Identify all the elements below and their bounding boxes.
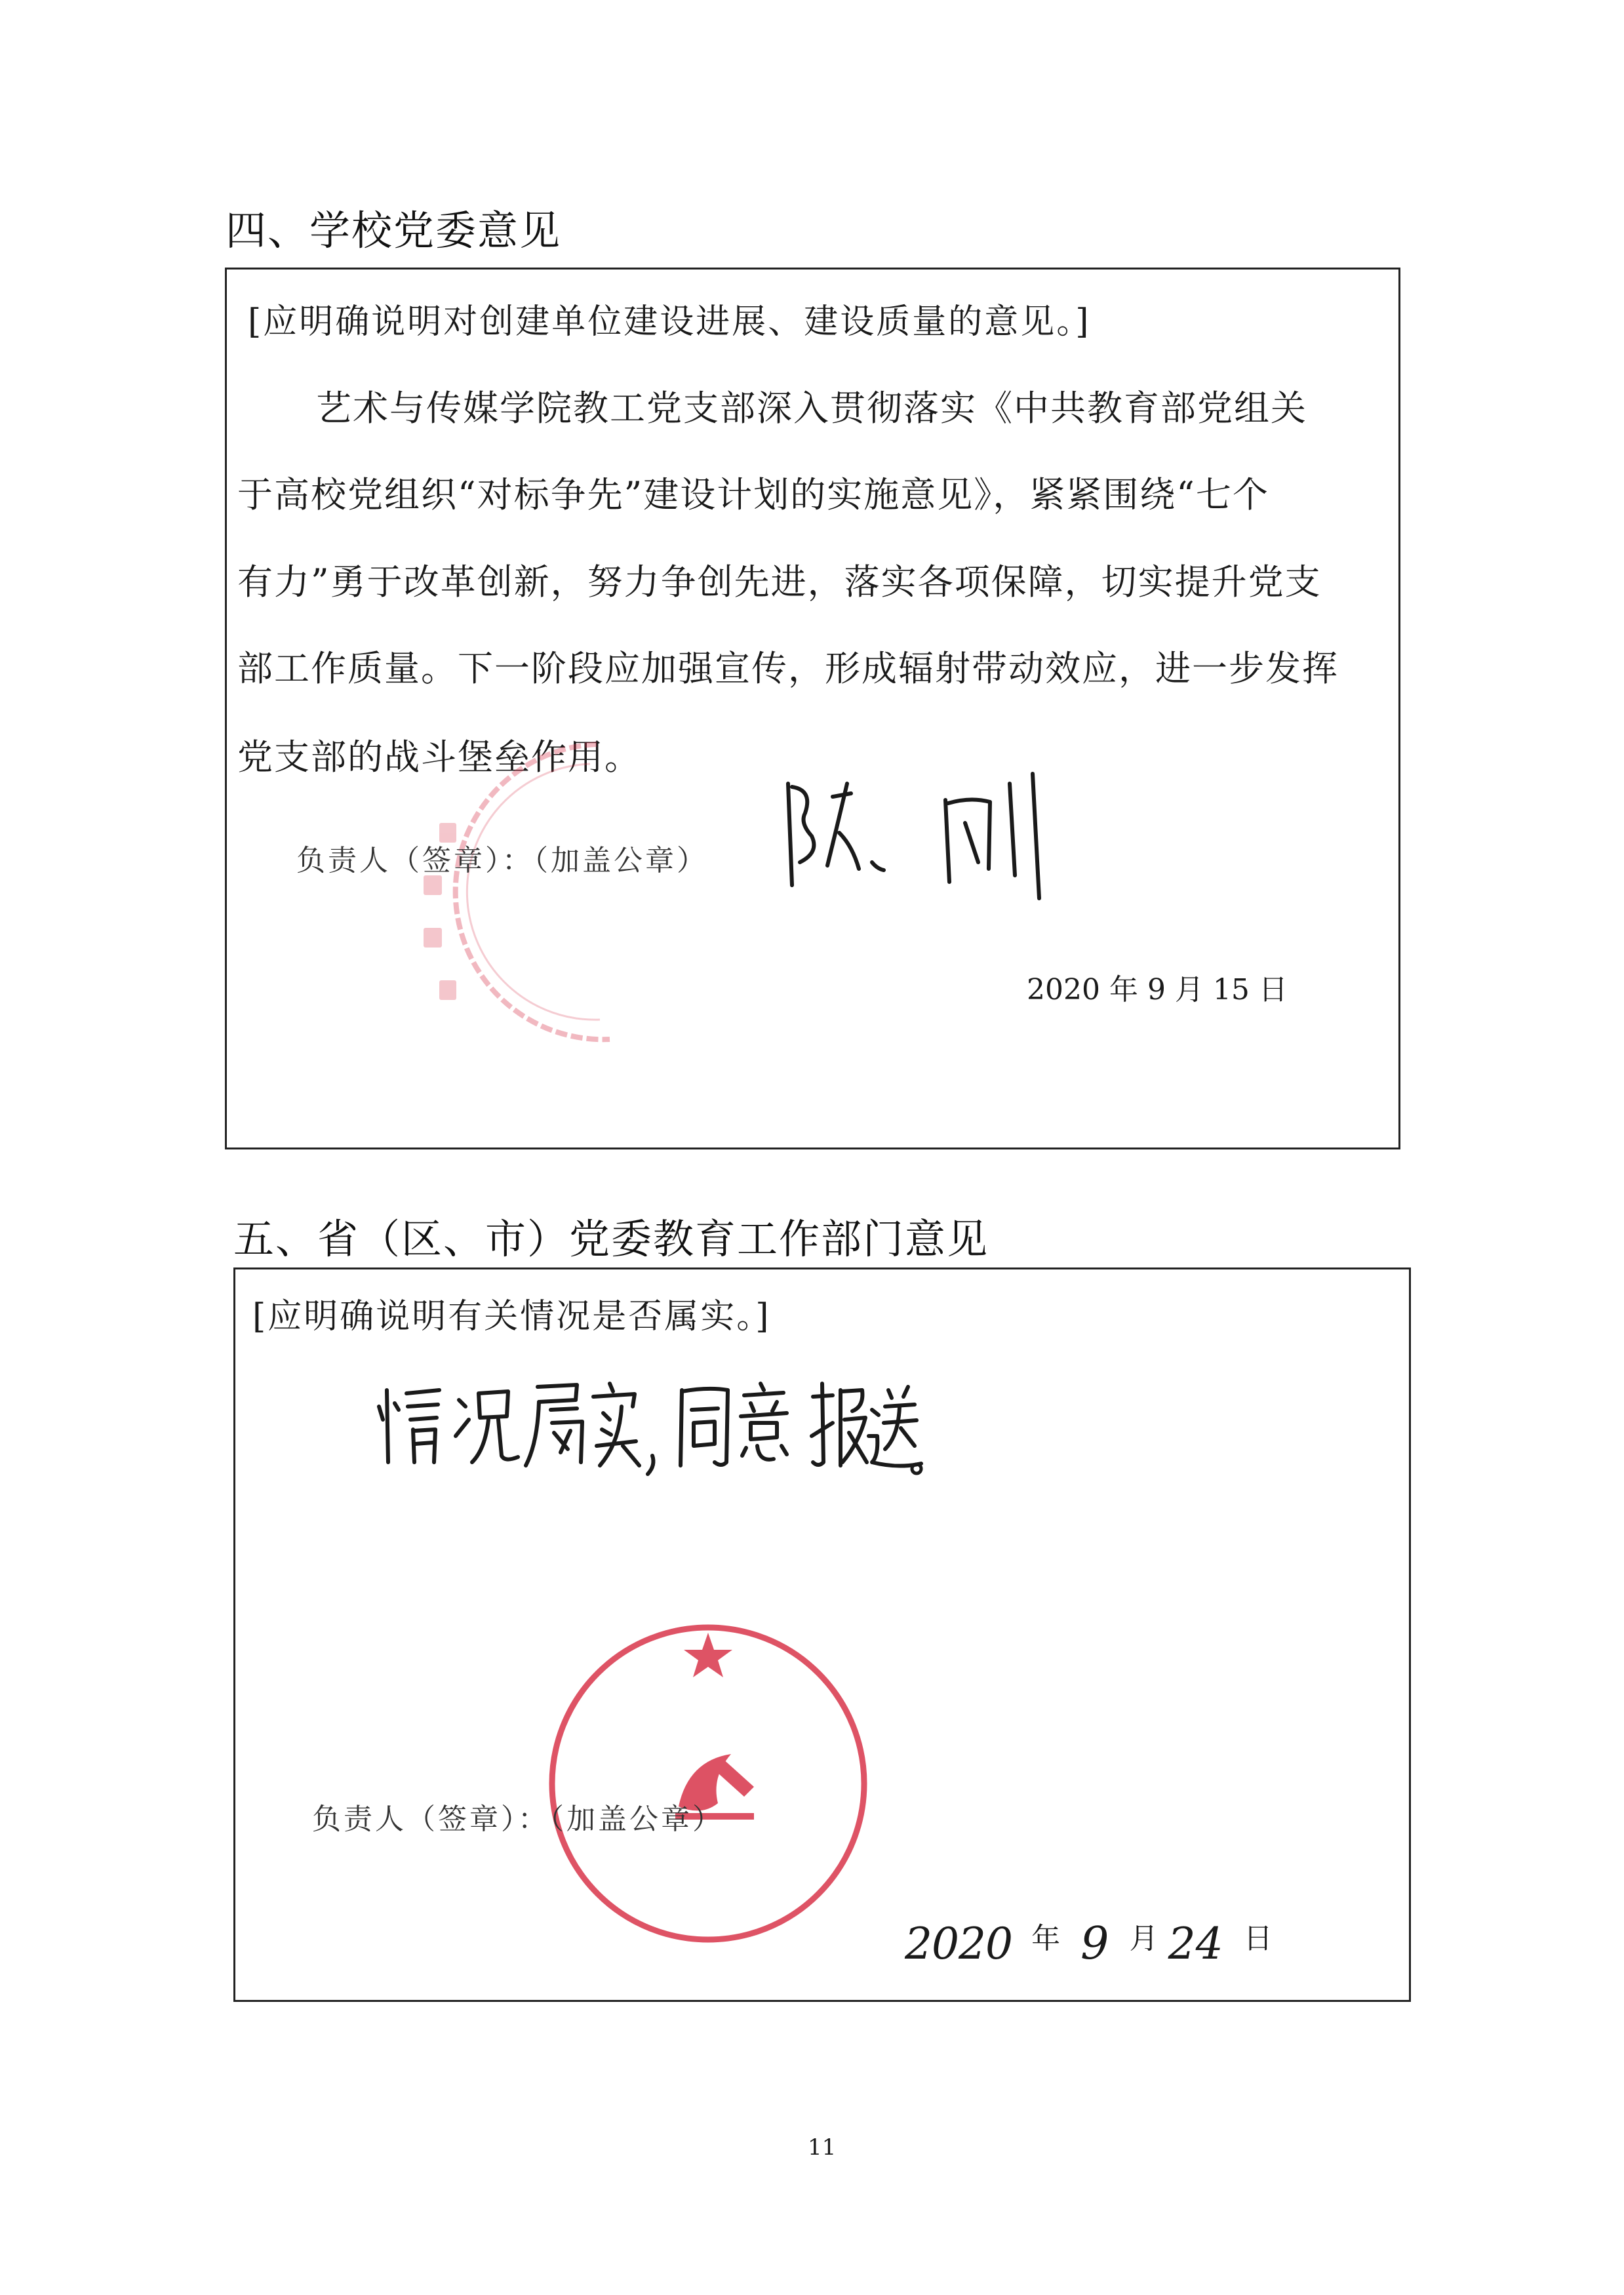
- section5-date: [905, 1918, 1273, 1970]
- section4-paragraph-line-5: 党支部的战斗堡垒作用。: [237, 736, 641, 778]
- date-year: 2020: [905, 1919, 1012, 1969]
- section4-paragraph-line-2: 于高校党组织“对标争先”建设计划的实施意见》，紧紧围绕“七个: [237, 474, 1269, 515]
- page-number: 11: [808, 2134, 837, 2161]
- section4-paragraph-line-3: 有力”勇于改革创新，努力争创先进，落实各项保障，切实提升党支: [237, 561, 1322, 603]
- section4-heading: 四、学校党委意见: [226, 207, 562, 254]
- section5-instruction: [应明确说明有关情况是否属实。]: [252, 1297, 771, 1336]
- section5-official-seal: [544, 1620, 872, 1947]
- section4-date: 2020 年 9 月 15 日: [1027, 973, 1288, 1007]
- section5-heading: 五、省（区、市）党委教育工作部门意见: [233, 1215, 989, 1263]
- section4-signature-label: 负责人（签章）：（加盖公章）: [296, 844, 708, 877]
- section4-paragraph-line-4: 部工作质量。下一阶段应加强宣传，形成辐射带动效应，进一步发挥: [237, 648, 1339, 689]
- section5-signature-label: 负责人（签章）：（加盖公章）: [312, 1803, 724, 1836]
- date-month: 9: [1080, 1918, 1109, 1970]
- section5-handwritten-comment: [374, 1370, 924, 1475]
- date-year-unit: 年: [1031, 1922, 1061, 1955]
- section4-paragraph-line-1: 艺术与传媒学院教工党支部深入贯彻落实《中共教育部党组关: [316, 388, 1307, 429]
- section4-handwritten-signature: [774, 770, 1062, 902]
- date-day-unit: 日: [1243, 1922, 1273, 1955]
- section4-faded-seal: [393, 725, 669, 1052]
- date-month-unit: 月: [1129, 1922, 1159, 1955]
- section4-instruction: [应明确说明对创建单位建设进展、建设质量的意见。]: [248, 302, 1091, 342]
- date-day: 24: [1168, 1919, 1223, 1969]
